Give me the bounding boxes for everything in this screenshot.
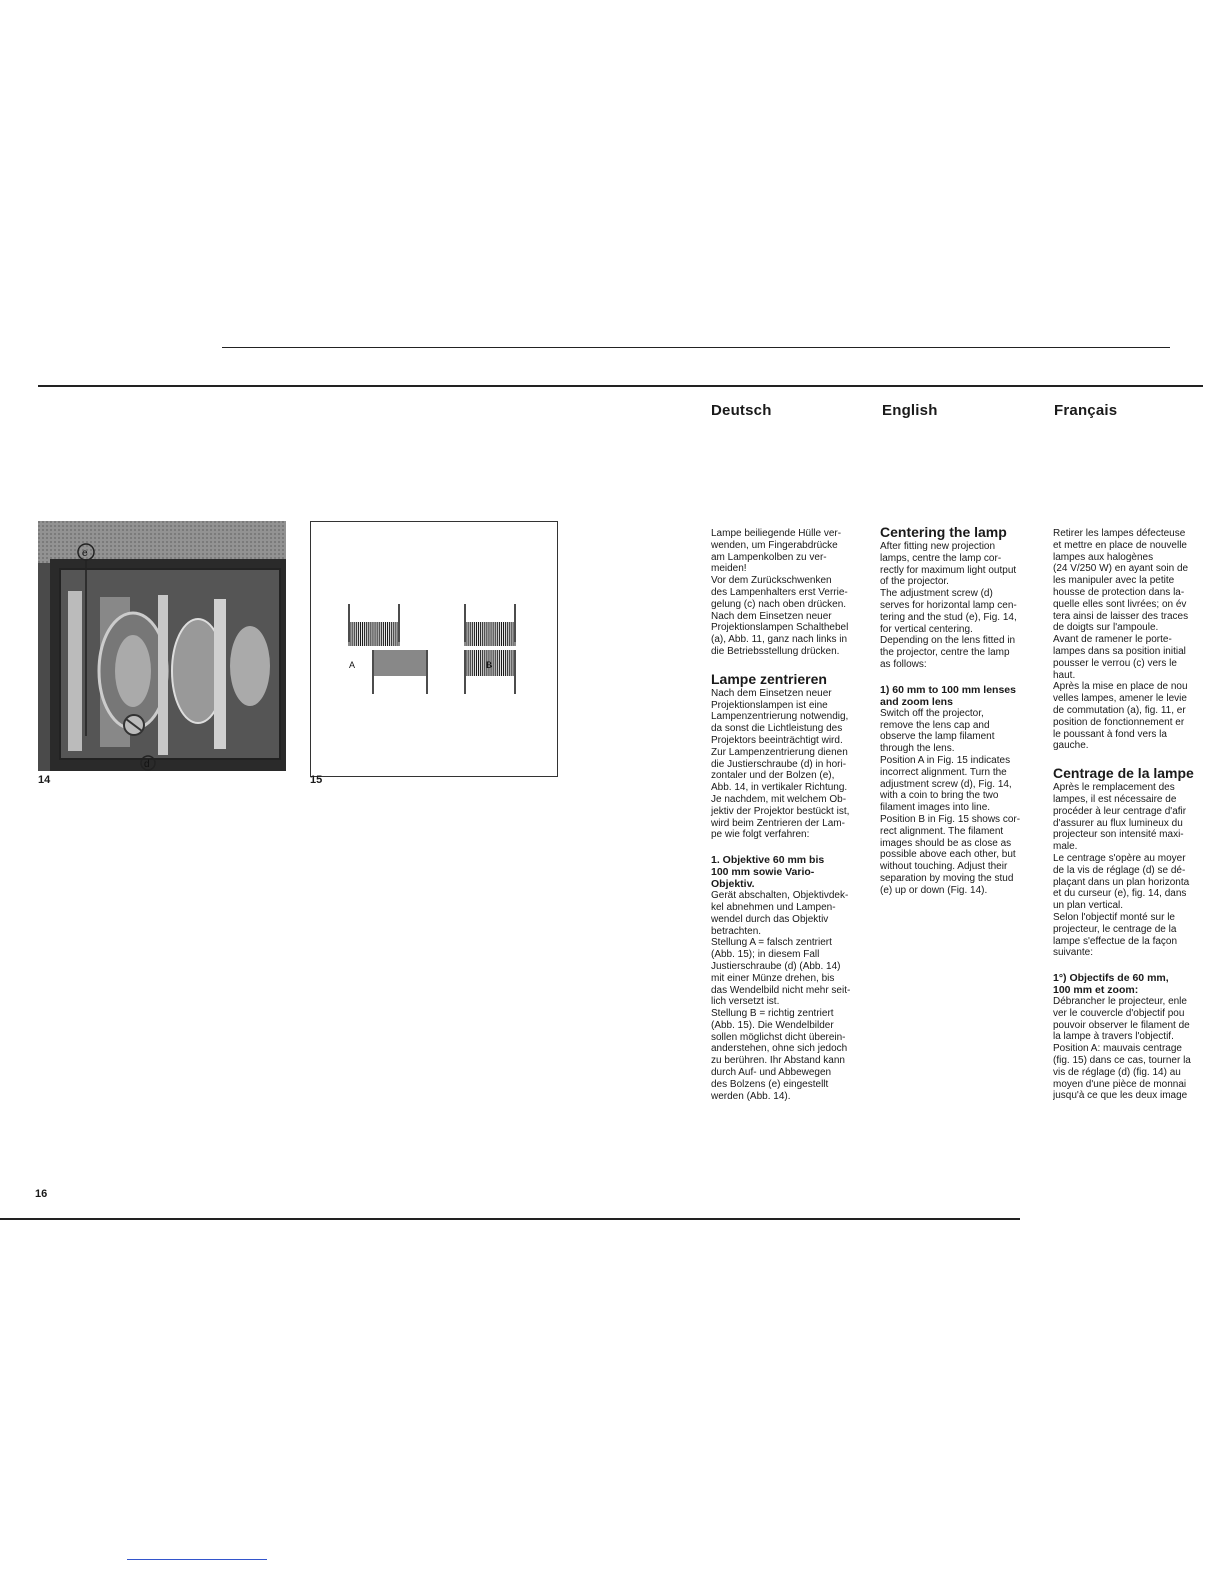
fr-subh-line: 1°) Objectifs de 60 mm, <box>1053 972 1169 985</box>
de-body-line: Nach dem Einsetzen neuer <box>711 687 832 699</box>
fr-body-line: lampes, il est nécessaire de <box>1053 793 1177 805</box>
en-subb-line: filament images into line. <box>880 802 991 814</box>
en-body-line: The adjustment screw (d) <box>880 588 993 600</box>
fr-body-line: male. <box>1053 841 1078 853</box>
fr-intro-line: Après la mise en place de nou <box>1053 681 1188 693</box>
de-subb-line: das Wendelbild nicht mehr seit- <box>711 984 851 996</box>
fr-intro-line: Retirer les lampes défecteuse <box>1053 528 1186 539</box>
en-subb-line: separation by moving the stud <box>880 872 1014 884</box>
page-number: 16 <box>35 1188 48 1200</box>
fr-body-line: et du curseur (e), fig. 14, dans <box>1053 888 1187 900</box>
fr-body-line: projecteur son intensité maxi- <box>1053 829 1184 841</box>
footer-link-underline <box>127 1559 267 1560</box>
de-subb-line: kel abnehmen und Lampen- <box>711 901 836 913</box>
en-body-line: as follows: <box>880 658 927 670</box>
en-subb-line: Position B in Fig. 15 shows cor- <box>880 813 1021 825</box>
fr-subb-line: ver le couvercle d'objectif pou <box>1053 1007 1185 1019</box>
fr-intro-line: pousser le verrou (c) vers le <box>1053 657 1177 669</box>
figure-14-number: 14 <box>38 774 51 786</box>
de-body-line: Abb. 14, in vertikaler Richtung. <box>711 782 848 794</box>
fr-intro-line: housse de protection dans la- <box>1053 586 1185 598</box>
fr-heading: Centrage de la lampe <box>1053 765 1194 782</box>
de-intro-line: am Lampenkolben zu ver- <box>711 551 827 563</box>
de-subh-line: 1. Objektive 60 mm bis <box>711 854 825 867</box>
column-francais <box>1053 528 1205 1102</box>
fr-subh-line: 100 mm et zoom: <box>1053 984 1139 997</box>
fr-body <box>1053 782 1205 959</box>
label-b: B <box>486 660 493 670</box>
de-subb-line: (Abb. 15). Die Wendelbilder <box>711 1019 834 1031</box>
de-subh-line: 100 mm sowie Vario- <box>711 866 815 879</box>
header-francais: Français <box>1054 402 1118 419</box>
fr-subb-line: moyen d'une pièce de monnai <box>1053 1078 1187 1090</box>
fr-intro-line: velles lampes, amener le levie <box>1053 693 1187 705</box>
de-subb-line: (Abb. 15); in diesem Fall <box>711 949 820 961</box>
column-english <box>880 524 1040 897</box>
fr-body-line: projecteur, le centrage de la <box>1053 923 1177 935</box>
de-intro-line: Lampe beiliegende Hülle ver- <box>711 528 842 539</box>
de-body-line: wird beim Zentrieren der Lam- <box>711 817 845 829</box>
de-subb-line: durch Auf- und Abbewegen <box>711 1067 832 1079</box>
fr-subb-line: (fig. 15) dans ce cas, tourner la <box>1053 1055 1191 1067</box>
de-intro-line: wenden, um Fingerabdrücke <box>711 539 838 551</box>
en-subb-line: adjustment screw (d), Fig. 14, <box>880 778 1012 790</box>
en-subb-line: (e) up or down (Fig. 14). <box>880 884 988 896</box>
fr-sub-body <box>1053 996 1205 1102</box>
fr-intro-line: et mettre en place de nouvelle <box>1053 539 1187 551</box>
de-subb-line: mit einer Münze drehen, bis <box>711 972 835 984</box>
de-body-line: jektiv der Projektor bestückt ist, <box>711 805 850 817</box>
en-heading: Centering the lamp <box>880 524 1007 540</box>
de-intro <box>711 528 871 658</box>
fr-subb-line: la lampe à travers l'objectif. <box>1053 1031 1174 1043</box>
en-subb-line: with a coin to bring the two <box>880 790 999 802</box>
top-rule-upper <box>222 347 1170 348</box>
en-body-line: the projector, centre the lamp <box>880 647 1010 659</box>
fr-intro-line: position de fonctionnement er <box>1053 716 1185 728</box>
de-body-line: die Justierschraube (d) in hori- <box>711 758 847 770</box>
en-body-line: lamps, centre the lamp cor- <box>880 552 1002 564</box>
de-heading: Lampe zentrieren <box>711 670 827 687</box>
figure-14-photo <box>38 521 286 771</box>
de-subb-line: wendel durch das Objektiv <box>711 913 829 925</box>
fr-body-line: Selon l'objectif monté sur le <box>1053 911 1175 923</box>
de-subb-line: Stellung A = falsch zentriert <box>711 937 832 949</box>
fr-subb-line: jusqu'à ce que les deux image <box>1053 1090 1188 1102</box>
filament-position-a <box>349 604 427 694</box>
fr-intro-line: Avant de ramener le porte- <box>1053 634 1172 646</box>
fr-body-line: procéder à leur centrage d'afir <box>1053 805 1187 817</box>
fr-intro-line: le poussant à fond vers la <box>1053 728 1167 740</box>
fr-body-line: un plan vertical. <box>1053 900 1124 912</box>
en-subb-line: through the lens. <box>880 743 955 755</box>
top-rule-lower <box>38 385 1203 387</box>
fr-intro-line: haut. <box>1053 669 1076 681</box>
lamp-housing-photo <box>38 521 286 771</box>
en-subb-line: observe the lamp filament <box>880 731 995 743</box>
de-subb-line: anderstehen, ohne sich jedoch <box>711 1043 848 1055</box>
de-body-line: Zur Lampenzentrierung dienen <box>711 746 848 758</box>
fr-subb-line: Débrancher le projecteur, enle <box>1053 996 1187 1008</box>
en-body-line: tering and the stud (e), Fig. 14, <box>880 611 1017 623</box>
de-intro-line: (a), Abb. 11, ganz nach links in <box>711 634 848 646</box>
de-subb-line: zu berühren. Ihr Abstand kann <box>711 1055 845 1067</box>
de-subb-line: Justierschraube (d) (Abb. 14) <box>711 960 841 972</box>
callout-d: d <box>144 759 150 770</box>
en-body-line: rectly for maximum light output <box>880 564 1017 576</box>
en-subb-line: remove the lens cap and <box>880 719 990 731</box>
figure-15-diagram <box>310 521 558 777</box>
fr-intro <box>1053 528 1205 752</box>
fr-body-line: Le centrage s'opère au moyer <box>1053 852 1186 864</box>
de-body-line: Lampenzentrierung notwendig, <box>711 711 849 723</box>
en-body-line: of the projector. <box>880 576 949 588</box>
en-body-line: for vertical centering. <box>880 623 973 635</box>
de-subb-line: lich versetzt ist. <box>711 996 780 1008</box>
de-subb-line: werden (Abb. 14). <box>711 1090 791 1102</box>
de-subb-line: Stellung B = richtig zentriert <box>711 1008 834 1020</box>
de-body-line: Je nachdem, mit welchem Ob- <box>711 793 847 805</box>
en-subb-line: Position A in Fig. 15 indicates <box>880 754 1011 766</box>
de-subh-line: Objektiv. <box>711 878 755 891</box>
fr-subb-line: vis de réglage (d) (fig. 14) au <box>1053 1066 1181 1078</box>
en-subb-line: possible above each other, but <box>880 849 1016 861</box>
en-body-line: After fitting new projection <box>880 541 996 552</box>
fr-body-line: de la vis de réglage (d) se dé- <box>1053 864 1186 876</box>
fr-intro-line: les manipuler avec la petite <box>1053 575 1175 587</box>
de-intro-line: gelung (c) nach oben drücken. <box>711 598 847 610</box>
en-subh-line: and zoom lens <box>880 695 953 708</box>
filament-diagram <box>311 522 557 776</box>
de-intro-line: Vor dem Zurückschwenken <box>711 575 832 587</box>
fr-intro-line: (24 V/250 W) en ayant soin de <box>1053 563 1189 575</box>
fr-intro-line: quelle elles sont livrées; on év <box>1053 598 1187 610</box>
en-sub-heading <box>880 684 1040 708</box>
de-sub-body <box>711 890 871 1102</box>
fr-intro-line: lampes aux halogènes <box>1053 551 1154 563</box>
bottom-rule <box>0 1218 1020 1220</box>
fr-intro-line: lampes dans sa position initial <box>1053 645 1186 657</box>
de-body-line: da sonst die Lichtleistung des <box>711 723 843 735</box>
figure-15-number: 15 <box>310 774 323 786</box>
de-subb-line: Gerät abschalten, Objektivdek- <box>711 890 849 902</box>
header-deutsch: Deutsch <box>711 402 772 419</box>
fr-intro-line: de commutation (a), fig. 11, er <box>1053 704 1186 716</box>
en-sub-body <box>880 708 1040 897</box>
de-intro-line: die Betriebsstellung drücken. <box>711 645 840 657</box>
fr-body-line: plaçant dans un plan horizonta <box>1053 876 1190 888</box>
fr-intro-line: de doigts sur l'ampoule. <box>1053 622 1159 634</box>
fr-body-line: lampe s'effectue de la façon <box>1053 935 1178 947</box>
column-deutsch <box>711 528 871 1102</box>
filament-position-b <box>465 604 515 694</box>
en-body <box>880 541 1040 671</box>
en-subb-line: without touching. Adjust their <box>880 861 1008 873</box>
label-a: A <box>349 660 356 670</box>
de-subb-line: des Bolzens (e) eingestellt <box>711 1078 829 1090</box>
fr-intro-line: tera ainsi de laisser des traces <box>1053 610 1189 622</box>
de-body-line: zontaler und der Bolzen (e), <box>711 770 835 782</box>
de-intro-line: Nach dem Einsetzen neuer <box>711 610 832 622</box>
fr-body-line: d'assurer au flux lumineux du <box>1053 817 1183 829</box>
de-intro-line: Projektionslampen Schalthebel <box>711 622 849 634</box>
en-subh-line: 1) 60 mm to 100 mm lenses <box>880 683 1016 696</box>
header-english: English <box>882 402 938 419</box>
de-sub-heading <box>711 854 871 890</box>
de-body-line: pe wie folgt verfahren: <box>711 829 810 841</box>
en-subb-line: images should be as close as <box>880 837 1012 849</box>
en-body-line: serves for horizontal lamp cen- <box>880 599 1017 611</box>
fr-subb-line: pouvoir observer le filament de <box>1053 1019 1190 1031</box>
fr-body-line: suivante: <box>1053 947 1094 959</box>
en-body-line: Depending on the lens fitted in <box>880 635 1016 647</box>
de-subb-line: betrachten. <box>711 925 762 937</box>
de-body-line: Projektionslampen ist eine <box>711 699 828 711</box>
de-body <box>711 688 871 841</box>
en-subb-line: incorrect alignment. Turn the <box>880 766 1007 778</box>
en-subb-line: rect alignment. The filament <box>880 825 1004 837</box>
de-subb-line: sollen möglichst dicht überein- <box>711 1031 846 1043</box>
en-subb-line: Switch off the projector, <box>880 707 984 719</box>
fr-body-line: Après le remplacement des <box>1053 782 1175 794</box>
fr-sub-heading <box>1053 972 1205 996</box>
de-intro-line: meiden! <box>711 563 747 575</box>
fr-subb-line: Position A: mauvais centrage <box>1053 1043 1182 1055</box>
callout-e: e <box>82 548 88 559</box>
fr-intro-line: gauche. <box>1053 740 1089 752</box>
de-body-line: Projektors beeinträchtigt wird. <box>711 734 843 746</box>
de-intro-line: des Lampenhalters erst Verrie- <box>711 586 848 598</box>
